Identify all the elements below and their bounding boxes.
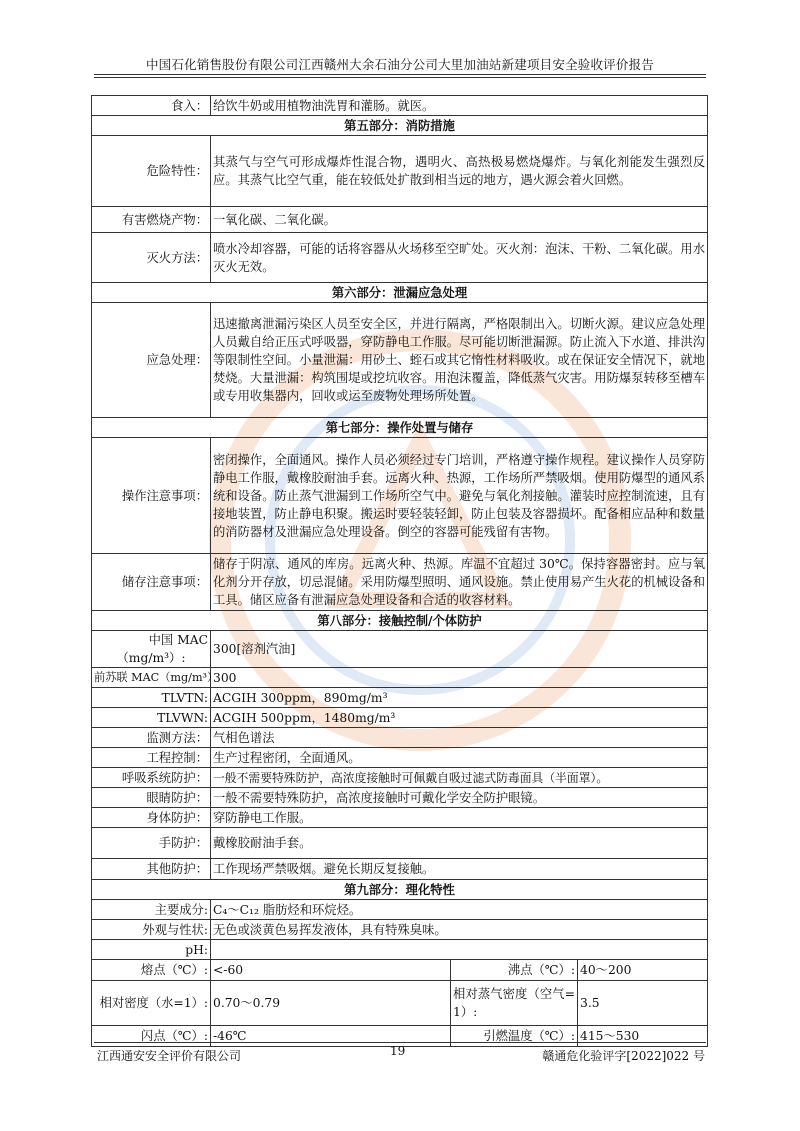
china-mac-label [92, 631, 211, 668]
emergency-value: 迅速撤离泄漏污染区人员至安全区，并进行隔离，严格限制出入。切断火源。建议应急处理人员戴自给正压式呼吸器，穿防静电工作服。尽可能切断泄漏源。防止流入下水道、排洪沟等限制性空间。小量泄漏：用砂土、蛭石或其它惰性材料吸收。或在保证安全情况下，就地焚烧。大量泄漏：构筑围堤或挖坑收容。用泡沫覆盖，降低蒸气灾害。用防爆泵转移至槽车或专用收集器内，回收或运至废物处理场所处置。 [211, 303, 708, 418]
row-respiratory [92, 768, 708, 788]
composition-label: 主要成分: [92, 900, 211, 920]
hazard-value: 其蒸气与空气可形成爆炸性混合物，遇明火、高热极易燃烧爆炸。与氧化剂能发生强烈反应。其蒸气比空气重，能在较低处扩散到相当远的地方，遇火源会着火回燃。 [211, 136, 708, 207]
ingestion-label: 食入： [92, 96, 211, 116]
hand-label: 手防护： [92, 828, 211, 859]
vapor-density-label: 相对蒸气密度（空气=1）: [451, 981, 578, 1026]
row-appearance [92, 920, 708, 940]
section-7-title: 第七部分：操作处置与储存 [92, 418, 708, 438]
section-5-header [92, 116, 708, 136]
row-operation [92, 438, 708, 554]
engineering-value: 生产过程密闭，全面通风。 [211, 748, 708, 768]
row-eye [92, 788, 708, 808]
row-melting-boiling [92, 960, 708, 981]
section-5-title: 第五部分：消防措施 [92, 116, 708, 136]
monitoring-value: 气相色谱法 [211, 728, 708, 748]
body-label: 身体防护： [92, 808, 211, 828]
monitoring-label: 监测方法： [92, 728, 211, 748]
section-8-title: 第八部分：接触控制/个体防护 [92, 611, 708, 631]
tlvtn-label: TLVTN: [92, 688, 211, 708]
tlvwn-label: TLVWN: [92, 708, 211, 728]
section-8-header [92, 611, 708, 631]
section-6-header [92, 283, 708, 303]
boiling-label: 沸点（℃）: [451, 960, 578, 981]
operation-label: 操作注意事项： [92, 438, 211, 554]
respiratory-label: 呼吸系统防护： [92, 768, 211, 788]
ignition-value: 415～530 [578, 1026, 708, 1047]
body-value: 穿防静电工作服。 [211, 808, 708, 828]
respiratory-value: 一般不需要特殊防护，高浓度接触时可佩戴自吸过滤式防毒面具（半面罩）。 [211, 768, 708, 788]
row-hazard [92, 136, 708, 207]
extinguish-label: 灭火方法： [92, 233, 211, 283]
ph-label: pH: [92, 940, 211, 960]
row-engineering [92, 748, 708, 768]
ingestion-value: 给饮牛奶或用植物油洗胃和灌肠。就医。 [211, 96, 708, 116]
ph-value [211, 940, 708, 960]
row-density [92, 981, 708, 1026]
density-value: 0.70～0.79 [211, 981, 451, 1026]
boiling-value: 40～200 [578, 960, 708, 981]
extinguish-value: 喷水冷却容器，可能的话将容器从火场移至空旷处。灭火剂：泡沫、干粉、二氧化碳。用水灭火无效。 [211, 233, 708, 283]
row-body [92, 808, 708, 828]
operation-value: 密闭操作，全面通风。操作人员必须经过专门培训，严格遵守操作规程。建议操作人员穿防静电工作服，戴橡胶耐油手套。远离火种、热源，工作场所严禁吸烟。使用防爆型的通风系统和设备。防止蒸气泄漏到工作场所空气中。避免与氧化剂接触。灌装时应控制流速，且有接地装置，防止静电积聚。搬运时要轻装轻卸，防止包装及容器损坏。配备相应品种和数量的消防器材及泄漏应急处理设备。倒空的容器可能残留有害物。 [211, 438, 708, 554]
row-combustion-products [92, 207, 708, 233]
other-protection-value: 工作现场严禁吸烟。避免长期反复接触。 [211, 859, 708, 880]
combustion-value: 一氧化碳、二氧化碳。 [211, 207, 708, 233]
row-monitoring [92, 728, 708, 748]
hazard-label: 危险特性： [92, 136, 211, 207]
hand-value: 戴橡胶耐油手套。 [211, 828, 708, 859]
flash-label: 闪点（℃）: [92, 1026, 211, 1047]
row-hand [92, 828, 708, 859]
row-composition [92, 900, 708, 920]
china-mac-value: 300[溶剂汽油] [211, 631, 708, 668]
row-ph [92, 940, 708, 960]
row-soviet-mac [92, 668, 708, 688]
soviet-mac-label: 前苏联 MAC（mg/m³） [92, 668, 211, 688]
tlvtn-value: ACGIH 300ppm，890mg/m³ [211, 688, 708, 708]
row-storage [92, 554, 708, 611]
section-7-header [92, 418, 708, 438]
composition-value: C₄～C₁₂ 脂肪烃和环烷烃。 [211, 900, 708, 920]
vapor-density-value: 3.5 [578, 981, 708, 1026]
soviet-mac-value: 300 [211, 668, 708, 688]
flash-value: -46℃ [211, 1026, 451, 1047]
ignition-label: 引燃温度（℃）: [451, 1026, 578, 1047]
appearance-label: 外观与性状: [92, 920, 211, 940]
row-china-mac [92, 631, 708, 668]
melting-label: 熔点（℃）: [92, 960, 211, 981]
section-9-header [92, 880, 708, 900]
eye-value: 一般不需要特殊防护，高浓度接触时可戴化学安全防护眼镜。 [211, 788, 708, 808]
msds-table [91, 95, 708, 1047]
row-ingestion [92, 96, 708, 116]
footer-page-number: 19 [390, 1044, 406, 1058]
density-label: 相对密度（水=1）: [92, 981, 211, 1026]
storage-label: 储存注意事项： [92, 554, 211, 611]
row-other-protection [92, 859, 708, 880]
china-mac-label-line2: （mg/m³）: [116, 651, 186, 665]
section-9-title: 第九部分：理化特性 [92, 880, 708, 900]
row-tlvtn [92, 688, 708, 708]
footer-document-number: 赣通危化验评字[2022]022 号 [542, 1049, 705, 1063]
row-extinguish [92, 233, 708, 283]
emergency-label: 应急处理： [92, 303, 211, 418]
eye-label: 眼睛防护： [92, 788, 211, 808]
storage-value: 储存于阴凉、通风的库房。远离火种、热源。库温不宜超过 30℃。保持容器密封。应与氧化剂分开存放，切忌混储。采用防爆型照明、通风设施。禁止使用易产生火花的机械设备和工具。储区应备有泄漏应急处理设备和合适的收容材料。 [211, 554, 708, 611]
header-divider-secondary [94, 77, 706, 78]
header-divider [94, 74, 706, 75]
tlvwn-value: ACGIH 500ppm，1480mg/m³ [211, 708, 708, 728]
footer-company: 江西通安安全评价有限公司 [97, 1049, 242, 1063]
melting-value: <-60 [211, 960, 451, 981]
combustion-label: 有害燃烧产物： [92, 207, 211, 233]
other-protection-label: 其他防护： [92, 859, 211, 880]
section-6-title: 第六部分：泄漏应急处理 [92, 283, 708, 303]
page-header-title: 中国石化销售股份有限公司江西赣州大余石油分公司大里加油站新建项目安全验收评价报告 [145, 57, 654, 72]
footer-divider [94, 1042, 706, 1043]
china-mac-label-line1: 中国 MAC [148, 633, 208, 647]
row-emergency [92, 303, 708, 418]
row-tlvwn [92, 708, 708, 728]
engineering-label: 工程控制： [92, 748, 211, 768]
appearance-value: 无色或淡黄色易挥发液体，具有特殊臭味。 [211, 920, 708, 940]
